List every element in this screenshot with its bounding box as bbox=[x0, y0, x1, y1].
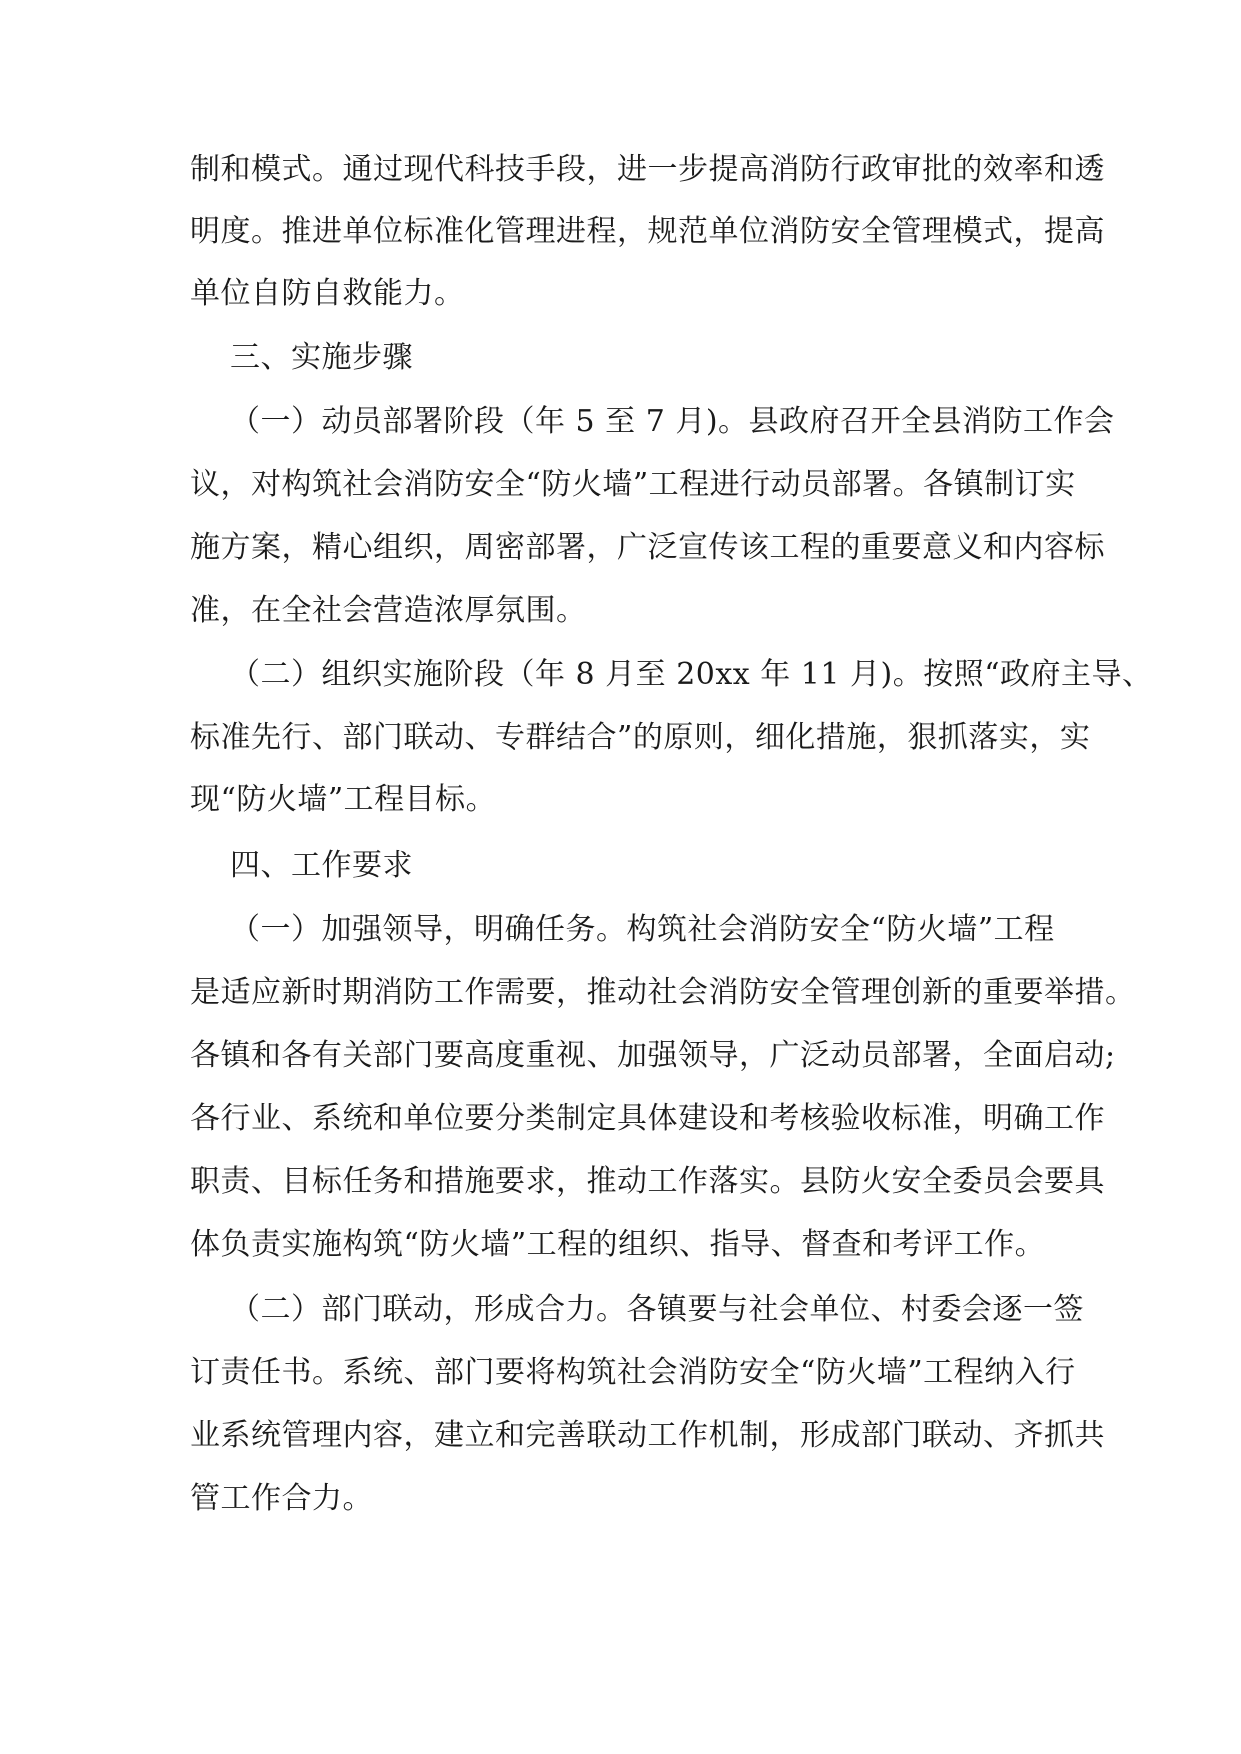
body-line: 准，在全社会营造浓厚氛围。 bbox=[190, 593, 587, 628]
body-line: 单位自防自救能力。 bbox=[190, 276, 465, 311]
body-line: 职责、目标任务和措施要求，推动工作落实。县防火安全委员会要具 bbox=[190, 1164, 1105, 1199]
body-line: 明度。推进单位标准化管理进程，规范单位消防安全管理模式，提高 bbox=[190, 214, 1105, 249]
body-line: 现“防火墙”工程目标。 bbox=[190, 782, 497, 817]
body-line: 标准先行、部门联动、专群结合”的原则，细化措施，狠抓落实，实 bbox=[190, 720, 1091, 755]
body-line: 订责任书。系统、部门要将构筑社会消防安全“防火墙”工程纳入行 bbox=[190, 1355, 1076, 1390]
body-line: （二）部门联动，形成合力。各镇要与社会单位、村委会逐一签 bbox=[230, 1292, 1084, 1327]
body-line: 制和模式。通过现代科技手段，进一步提高消防行政审批的效率和透 bbox=[190, 152, 1105, 187]
body-line: （一）加强领导，明确任务。构筑社会消防安全“防火墙”工程 bbox=[230, 912, 1055, 947]
body-line: 业系统管理内容，建立和完善联动工作机制，形成部门联动、齐抓共 bbox=[190, 1418, 1105, 1453]
body-line: 各镇和各有关部门要高度重视、加强领导，广泛动员部署，全面启动; bbox=[190, 1038, 1116, 1073]
body-line: （二）组织实施阶段（年 8 月至 20xx 年 11 月)。按照“政府主导、 bbox=[230, 657, 1153, 692]
body-line: 各行业、系统和单位要分类制定具体建设和考核验收标准，明确工作 bbox=[190, 1101, 1105, 1136]
body-line: 体负责实施构筑“防火墙”工程的组织、指导、督查和考评工作。 bbox=[190, 1227, 1046, 1262]
body-line: 是适应新时期消防工作需要，推动社会消防安全管理创新的重要举措。 bbox=[190, 975, 1136, 1010]
body-line: （一）动员部署阶段（年 5 至 7 月)。县政府召开全县消防工作会 bbox=[230, 404, 1115, 439]
body-line: 议，对构筑社会消防安全“防火墙”工程进行动员部署。各镇制订实 bbox=[190, 467, 1076, 502]
body-line: 施方案，精心组织，周密部署，广泛宣传该工程的重要意义和内容标 bbox=[190, 530, 1105, 565]
body-line: 管工作合力。 bbox=[190, 1481, 373, 1516]
section-heading: 四、工作要求 bbox=[230, 848, 413, 883]
section-heading: 三、实施步骤 bbox=[230, 340, 413, 375]
